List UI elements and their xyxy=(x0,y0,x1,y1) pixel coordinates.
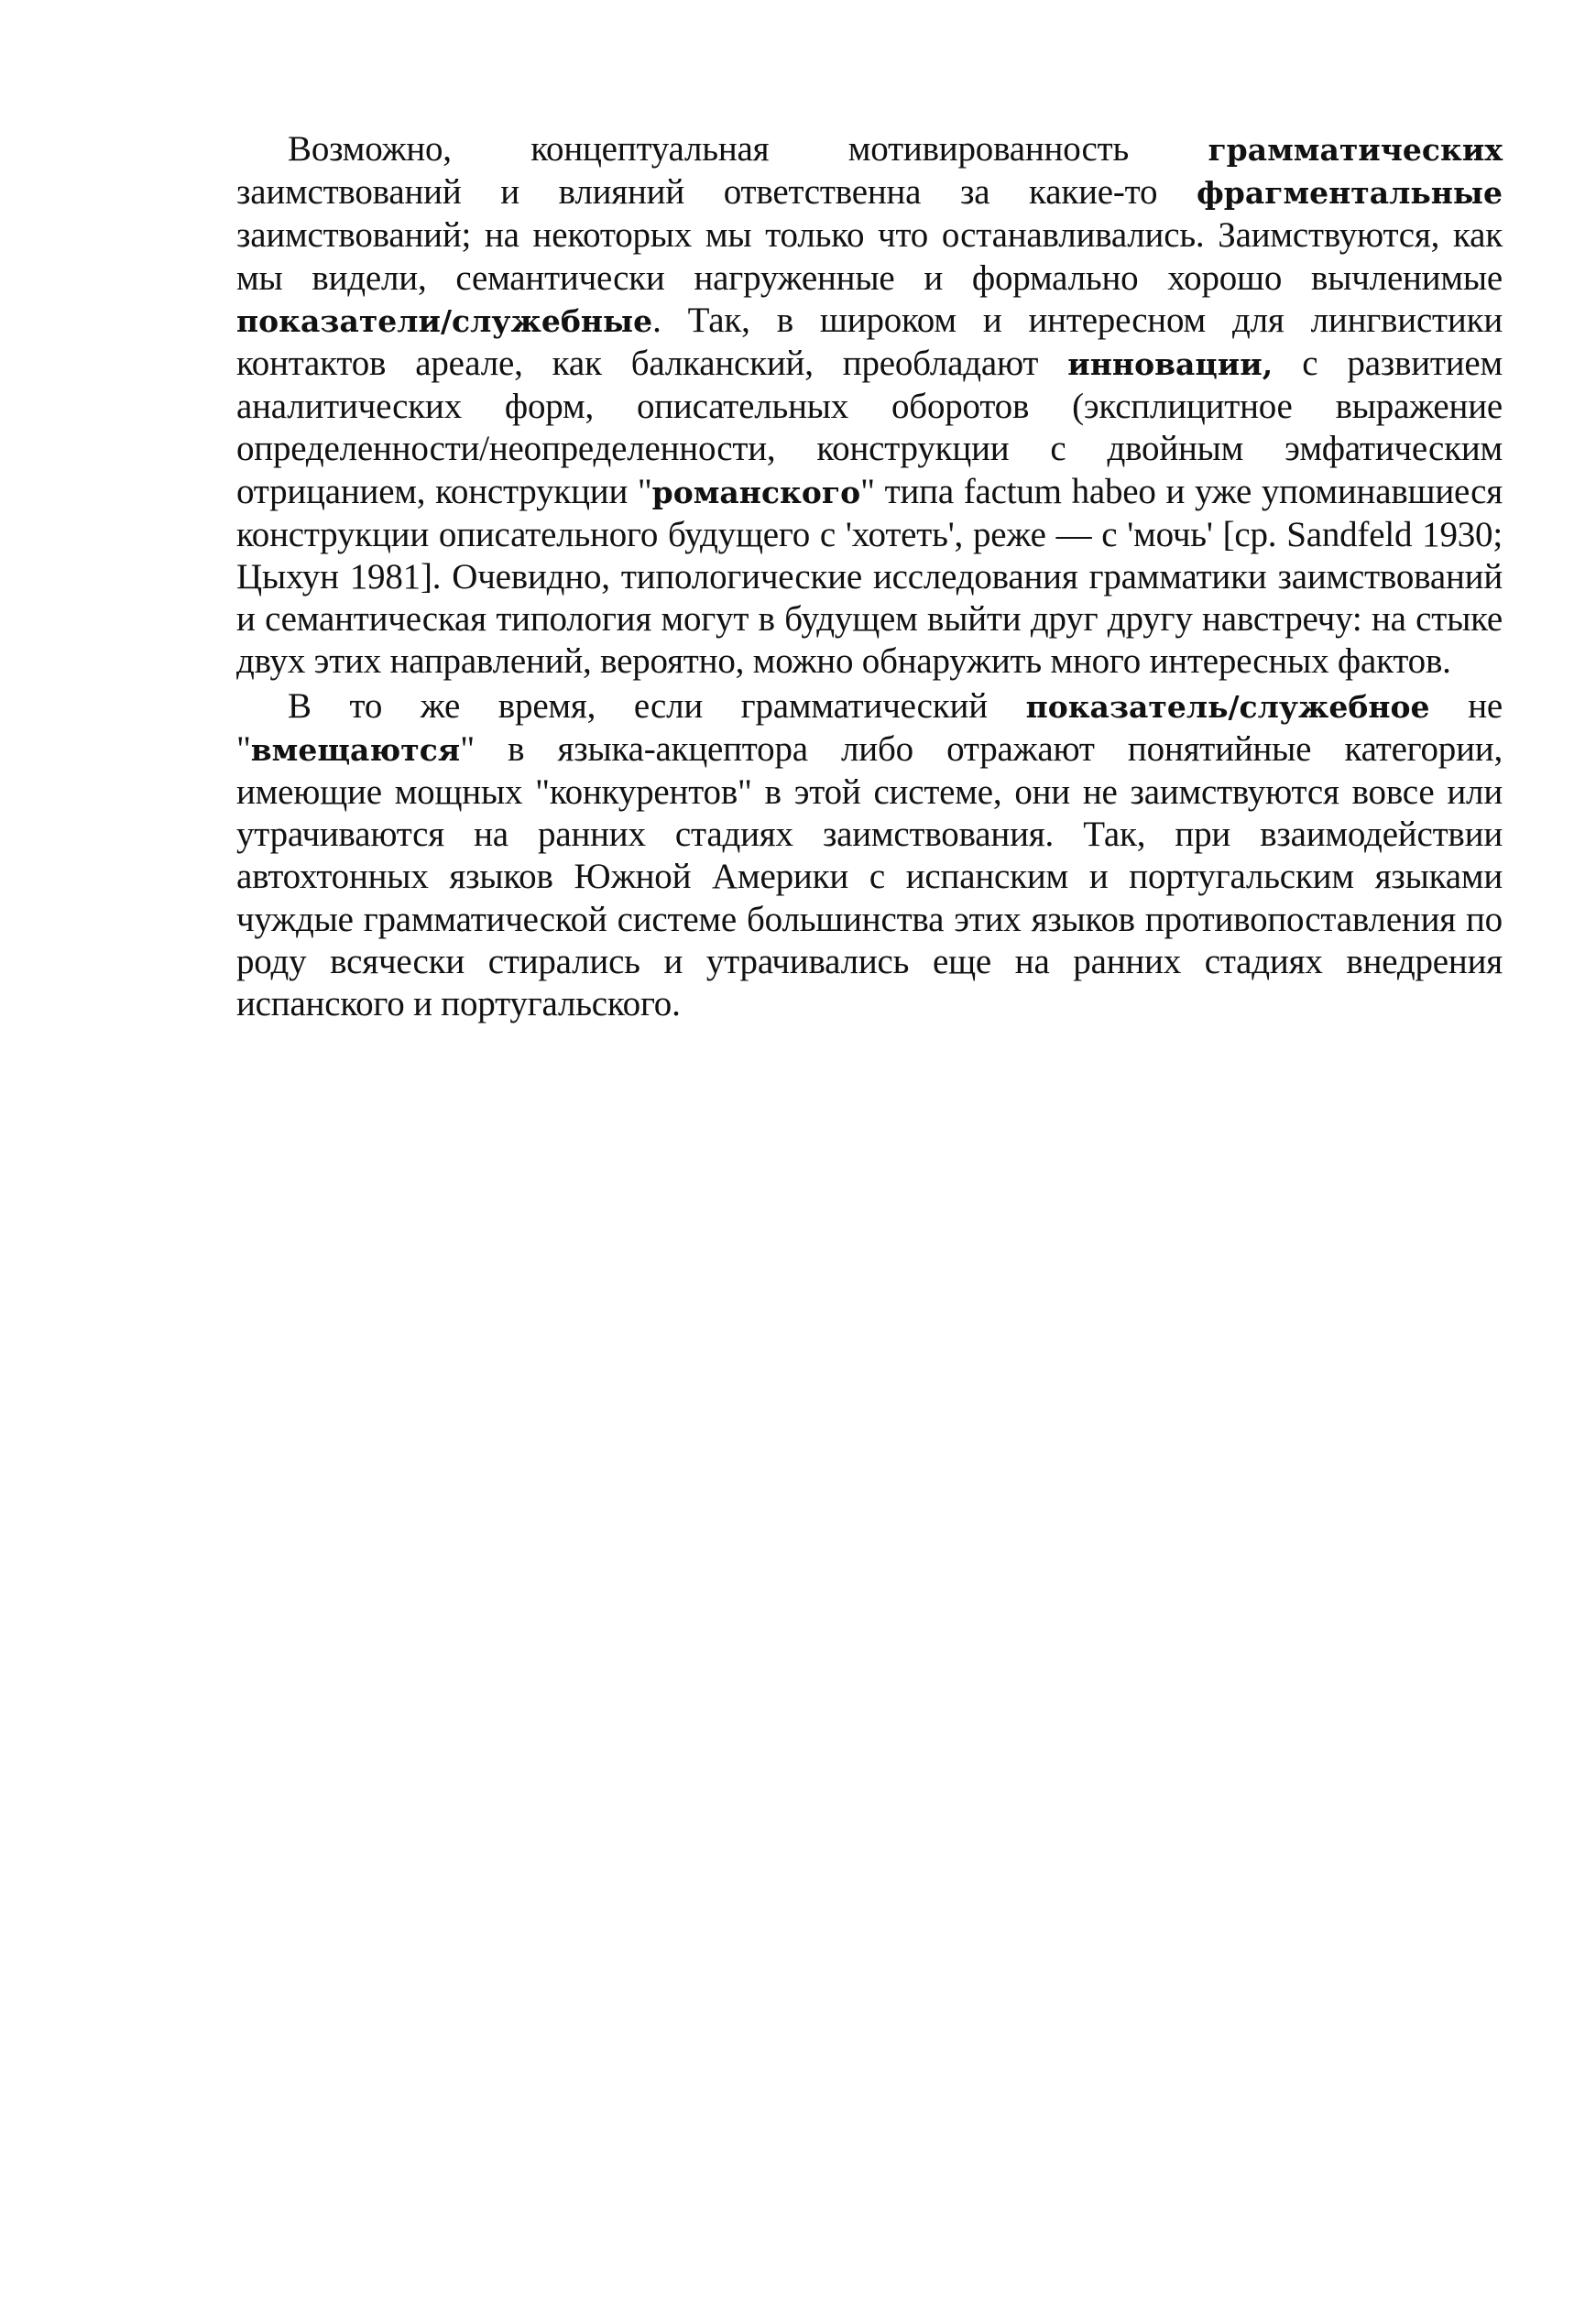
paragraph-1-segment: с развитием аналитических форм, описательных оборотов (эксплицитное выражение определенности/неопределенности, конструкции с двойным эмфатическим отрицанием, конструкции " xyxy=(236,344,1503,511)
emphasized-term: грамматических xyxy=(1208,132,1503,168)
paragraph-1-segment: заимствований; на некоторых мы только что останавливались. Заимствуются, как мы видели, семантически нагруженные и формально хорошо вычленимые xyxy=(236,215,1503,298)
paragraph-1-segment: " типа factum habeo и уже упоминавшиеся конструкции описательного будущего с 'хотеть', реже — с 'мочь' [ср. Sandfeld 1930; Цыхун 1981]. Очевидно, типологические исследования грамматики заимствований и семантическая типология могут в будущем выйти друг другу навстречу: на стыке двух этих направлений, вероятно, можно обнаружить много интересных фактов. xyxy=(236,471,1503,682)
paragraph-2-segment: В то же время, если грамматический xyxy=(288,685,1026,726)
document-page xyxy=(236,128,1503,1025)
paragraph-1 xyxy=(236,128,1503,684)
paragraph-1-segment: заимствований и влияний ответственна за какие-то xyxy=(236,172,1197,213)
emphasized-term: вмещаются xyxy=(250,731,461,768)
paragraph-2 xyxy=(236,685,1503,1026)
paragraph-1-segment: . Так, в широком и интересном для лингвистики контактов ареале, как балканский, преобладают xyxy=(236,300,1503,384)
emphasized-term: романского xyxy=(651,474,861,510)
emphasized-term: показатели/служебные xyxy=(236,302,653,339)
paragraph-2-segment: " в языка-акцептора либо отражают понятийные категории, имеющие мощных "конкурентов" в этой системе, они не заимствуются вовсе или утрачиваются на ранних стадиях заимствования. Так, при взаимодействии автохтонных языков Южной Америки с испанским и португальским языками чуждые грамматической системе большинства этих языков противопоставления по роду всячески стирались и утрачивались еще на ранних стадиях внедрения испанского и португальского. xyxy=(236,728,1503,1024)
paragraph-2-segment: не " xyxy=(236,685,1503,769)
emphasized-term: инновации, xyxy=(1067,346,1274,383)
emphasized-term: показатель/служебное xyxy=(1025,688,1430,725)
emphasized-term: фрагментальные xyxy=(1197,175,1503,212)
paragraph-1-segment: Возможно, концептуальная мотивированность xyxy=(288,129,1208,169)
